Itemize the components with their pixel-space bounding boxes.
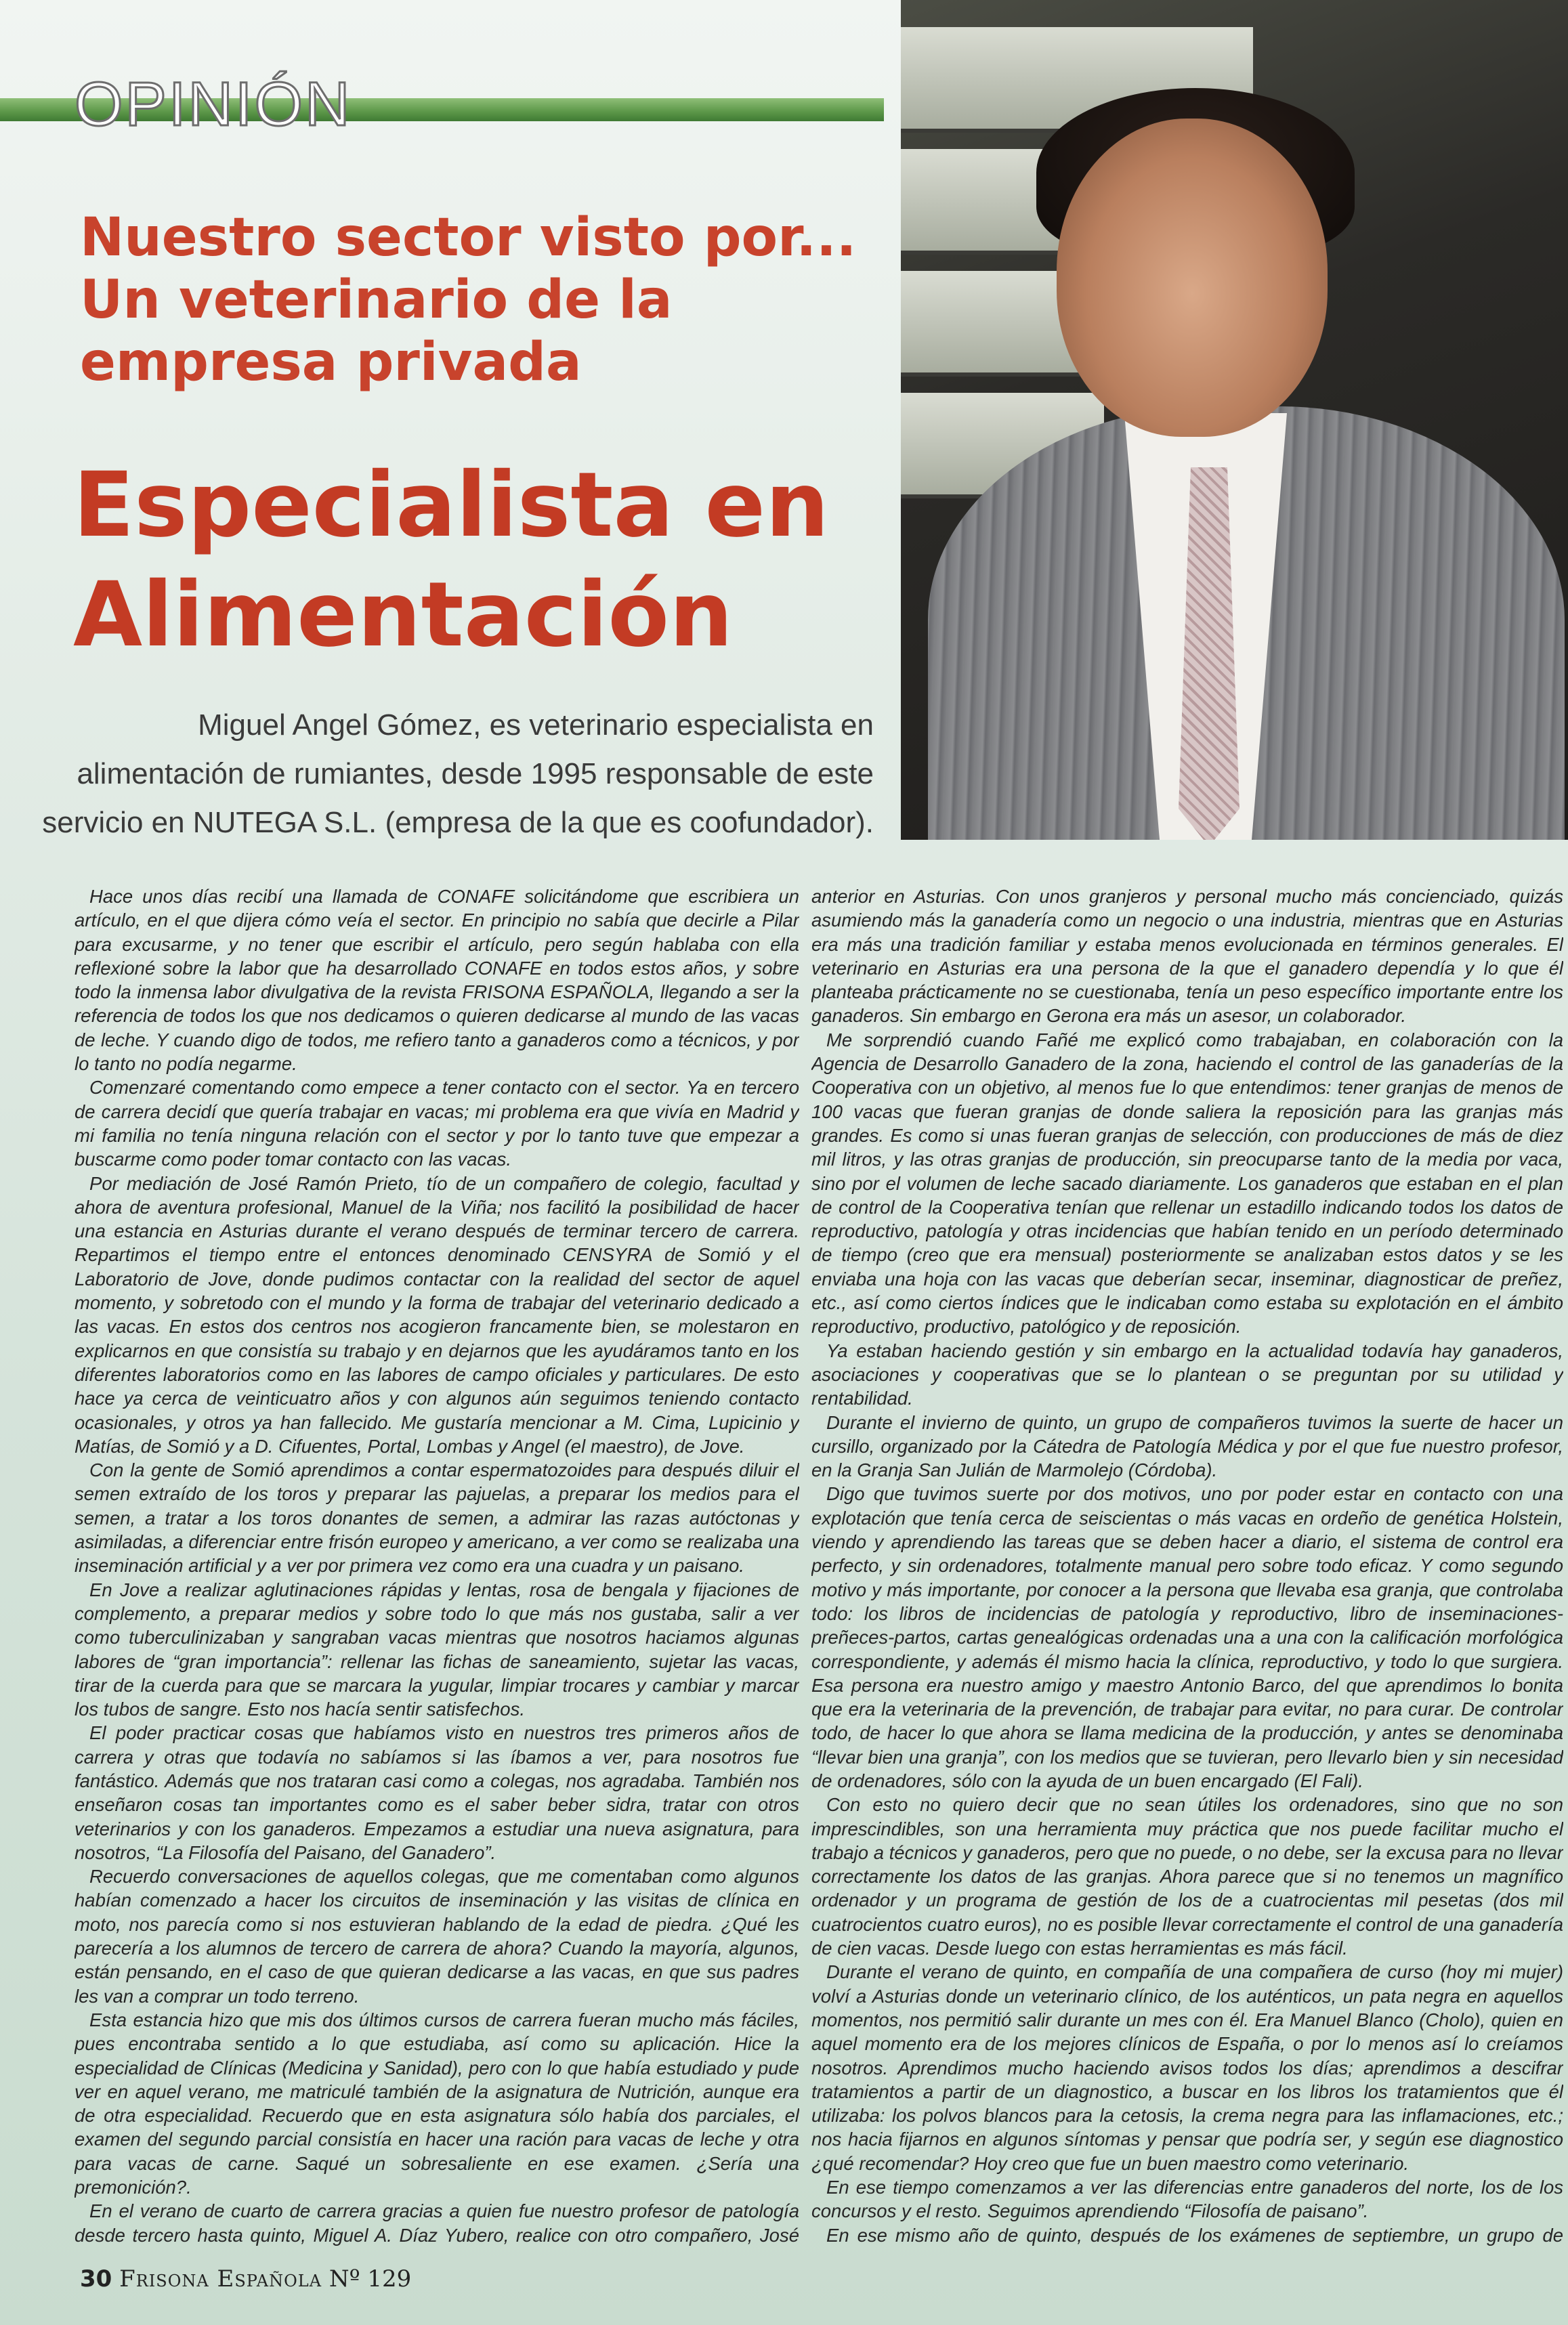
paragraph: El poder practicar cosas que habíamos visto en nuestros tres primeros años de carrera y otras que todavía no sabíamos si las íbamos a ver, para nosotros fue fantástico. Además que nos trataran casi como a colegas, nos agradaba. También nos enseñaron cosas tan importantes como es el saber beber sidra, tratar con otros veterinarios y con los ganaderos. Empezamos a estudiar una nueva asignatura, para nosotros, “La Filosofía del Paisano, del Ganadero”. xyxy=(75,1722,799,1863)
paragraph: Recuerdo conversaciones de aquellos colegas, que me comentaban como algunos habían comenzado a hacer los circuitos de inseminación y las visitas de clínica en moto, nos parecía como si nos estuvieran hablando de la edad de piedra. ¿Qué les parecería a los alumnos de tercero de carrera de ahora? Cuando la mayoría, algunos, están pensando, en el caso de que quieran dedicarse a las vacas, en que sus padres les van a comprar un todo terreno. xyxy=(75,1866,799,2007)
paragraph: Con la gente de Somió aprendimos a contar espermatozoides para después diluir el semen extraído de los toros y preparar las pajuelas, a preparar los medios para el semen, a tratar a los toros donantes de semen, a admirar las razas autóctonas y asimiladas, a diferenciar entre frisón europeo y americano, a ver como se realizaba una inseminación artificial y a ver por primera vez como era una cuadra y un paisano. xyxy=(75,1459,799,1577)
standfirst-line: Miguel Angel Gómez, es veterinario especialista en xyxy=(198,708,874,742)
paragraph: Esta estancia hizo que mis dos últimos cursos de carrera fueran mucho más fáciles, pues encontraba sentido a lo que estudiaba, así como su aplicación. Hice la especialidad de Clínicas (Medicina y Sanidad), pero con lo que había estudiado y pude ver en aquel verano, me matriculé también de la asignatura de Nutrición, aunque era de otra especialidad. Recuerdo que en esta asignatura sólo había dos parciales, el examen del segundo parcial consistía en hacer una ración para vacas de leche y otra para vacas de carne. Saqué un sobresaliente en ese examen. ¿Sería una premonición?. xyxy=(75,2009,799,2198)
paragraph: Me sorprendió cuando Fañé me explicó como trabajaban, en colaboración con la Agencia de Desarrollo Ganadero de la zona, haciendo el control de las ganaderías de la Cooperativa con un objetivo, al menos fue lo que entendimos: tener granjas de menos de 100 vacas que fueran granjas de donde saliera la reposición para las granjas más grandes. Es como si unas fueran granjas de selección, con producciones de más de diez mil litros, y las otras granjas de producción, sin preocuparse tanto de la media por vaca, sino por el volumen de leche sacado diariamente. Los ganaderos que estaban en el plan de control de la Cooperativa tenían que rellenar un estadillo indicando todos los datos de reproductivo, patología y otras incidencias que habían tenido en un período determinado de tiempo (creo que era mensual) posteriormente se analizaban estos datos y se les enviaba una hoja con las vacas que deberían secar, inseminar, diagnosticar de preñez, etc., así como ciertos índices que le indicaban como estaba su explotación en el ámbito reproductivo, productivo, patológico y de reposición. xyxy=(811,1029,1563,1338)
paragraph: Ya estaban haciendo gestión y sin embargo en la actualidad todavía hay ganaderos, asociaciones y cooperativas que se lo plantean o se preguntan por su utilidad y rentabilidad. xyxy=(811,1340,1563,1409)
kicker-title xyxy=(80,207,879,393)
paragraph: Por mediación de José Ramón Prieto, tío de un compañero de colegio, facultad y ahora de aventura profesional, Manuel de la Viña; nos facilitó la posibilidad de hacer una estancia en Asturias durante el verano después de terminar tercero de carrera. Repartimos el tiempo entre el entonces denominado CENSYRA de Somió y el Laboratorio de Jove, donde pudimos contactar con la realidad del sector de aquel momento, y sobretodo con el mundo y la forma de trabajar del veterinario dedicado a las vacas. En estos dos centros nos acogieron francamente bien, se molestaron en explicarnos en que consistía su trabajo y en dejarnos que les ayudáramos tanto en los diferentes laboratorios como en las labores de campo oficiales y particulares. De esto hace ya cerca de veinticuatro años y con algunos aún seguimos teniendo contacto ocasionales, y otros ya han fallecido. Me gustaría mencionar a M. Cima, Lupicinio y Matías, de Somió y a D. Cifuentes, Portal, Lombas y Angel (el maestro), de Jove. xyxy=(75,1172,799,1457)
headline xyxy=(73,450,886,670)
paragraph: Digo que tuvimos suerte por dos motivos, uno por poder estar en contacto con una explotación que tenía cerca de seiscientas o más vacas en ordeño de genética Holstein, viendo y aprendiendo las tareas que se deben hacer a diario, el sistema de control era perfecto, y sin ordenadores, totalmente manual pero sobre todo eficaz. Y como segundo motivo y más importante, por conocer a la persona que llevaba esa granja, que controlaba todo: los libros de incidencias de patología y reproductivo, libro de inseminaciones-preñeces-partos, cartas genealógicas ordenadas una a una con la calificación morfológica correspondiente, y además él mismo hacia la clínica, reproductivo, y todo lo que surgiera. Esa persona era nuestro amigo y maestro Antonio Barco, del que aprendimos lo bonita que era la veterinaria de la prevención, de trabajar para evitar, no para curar. De controlar todo, de hacer lo que ahora se llama medicina de la producción, y antes se denominaba “llevar bien una granja”, con los medios que se tuvieran, pero llevarlo bien y sin necesidad de ordenadores, sólo con la ayuda de un buen encargado (El Fali). xyxy=(811,1483,1563,1791)
headline-line: Alimentación xyxy=(73,563,734,667)
paragraph: En ese tiempo comenzamos a ver las diferencias entre ganaderos del norte, los de los concursos y el resto. Seguimos aprendiendo “Filosofía de paisano”. xyxy=(811,2177,1563,2222)
standfirst-line: servicio en NUTEGA S.L. (empresa de la que es coofundador). xyxy=(42,806,874,839)
kicker-line: Un veterinario de la xyxy=(80,270,673,330)
paragraph: Durante el invierno de quinto, un grupo de compañeros tuvimos la suerte de hacer un cursillo, organizado por la Cátedra de Patología Médica y por el que fue nuestro profesor, en la Granja San Julián de Marmolejo (Córdoba). xyxy=(811,1411,1563,1481)
kicker-line: Nuestro sector visto por... xyxy=(80,207,857,268)
paragraph: En el verano de cuarto de carrera gracias a quien fue nuestro profesor de patología desde tercero hasta quinto, Miguel A. Díaz Yubero, realice con otro compañero, José xyxy=(75,2200,799,2246)
kicker-line: empresa privada xyxy=(80,332,582,393)
article-column-2 xyxy=(811,884,1563,2246)
paragraph: En Jove a realizar aglutinaciones rápidas y lentas, rosa de bengala y fijaciones de complemento, a preparar medios y sobre todo lo que más nos gustaba, salir a ver como tuberculinizaban y sangraban vacas mientras que nosotros haciamos algunas labores de “gran importancia”: rellenar las fichas de saneamiento, sujetar las vacas, tirar de la cuerda para que se marcara la yugular, limpiar trocares y cambiar y marcar los tubos de sangre. Esto nos hacía sentir satisfechos. xyxy=(75,1579,799,1720)
portrait-photo xyxy=(901,0,1568,840)
page-footer xyxy=(80,2265,411,2292)
paragraph: anterior en Asturias. Con unos granjeros y personal mucho más concienciado, quizás asumiendo más la ganadería como un negocio o una industria, mientras que en Asturias era más una tradición familiar y estaba menos evolucionada en términos generales. El veterinario en Asturias era una persona de la que el ganadero dependía y lo que él planteaba prácticamente no se cuestionaba, tenía un peso específico importante entre los ganaderos. Sin embargo en Gerona era más un asesor, un colaborador. xyxy=(811,886,1563,1027)
paragraph: Durante el verano de quinto, en compañía de una compañera de curso (hoy mi mujer) volví a Asturias donde un veterinario clínico, de los auténticos, un pata negra en aquellos momentos, nos permitió salir durante un mes con él. Era Manuel Blanco (Cholo), quien en aquel momento era de los mejores clínicos de España, o por lo menos así lo creíamos nosotros. Aprendimos mucho haciendo avisos todos los días; aprendimos a descifrar tratamientos a partir de un diagnostico, a buscar en los libros los tratamientos que él utilizaba: los polvos blancos para la cetosis, la crema negra para las inflamaciones, etc.; nos hacia fijarnos en algunos síntomas y pensar que podría ser, y según ese diagnostico ¿qué recomendar? Hoy creo que fue un buen maestro como veterinario. xyxy=(811,1961,1563,2174)
issue-number: Nº 129 xyxy=(329,2265,412,2292)
paragraph: Con esto no quiero decir que no sean útiles los ordenadores, sino que no son imprescindibles, son una herramienta muy práctica que nos puede facilitar mucho el trabajo a técnicos y ganaderos, pero que no puede, o no debe, ser la excusa para no llevar correctamente los datos de las granjas. Ahora parece que si no tenemos un magnífico ordenador y un programa de gestión de los de a cuatrocientas mil pesetas (dos mil cuatrocientos cuatro euros), no es posible llevar correctamente el control de una ganadería de cien vacas. Desde luego con estas herramientas es más fácil. xyxy=(811,1794,1563,1959)
paragraph: En ese mismo año de quinto, después de los exámenes de septiembre, un grupo de xyxy=(826,2224,1563,2246)
standfirst-line: alimentación de rumiantes, desde 1995 responsable de este xyxy=(77,757,874,790)
article-column-1 xyxy=(75,884,799,2246)
section-label: OPINIÓN xyxy=(75,70,352,139)
page-number: 30 xyxy=(80,2265,112,2292)
paragraph: Hace unos días recibí una llamada de CONAFE solicitándome que escribiera un artículo, en el que dijera cómo veía el sector. En principio no sabía que decirle a Pilar para excusarme, y no tener que escribir el artículo, pero según hablaba con ella reflexioné sobre la labor que ha desarrollado CONAFE en todos estos años, y sobre todo la inmensa labor divulgativa de la revista FRISONA ESPAÑOLA, llegando a ser la referencia de todos los que nos dedicamos o quieren dedicarse al mundo de las vacas de leche. Y cuando digo de todos, me refiero tanto a ganaderos como a técnicos, y por lo tanto no podía negarme. xyxy=(75,886,799,1075)
magazine-name: Frisona Española xyxy=(119,2265,322,2292)
paragraph: Comenzaré comentando como empece a tener contacto con el sector. Ya en tercero de carrera decidí que quería trabajar en vacas; mi problema era que vivía en Madrid y mi familia no tenía ninguna relación con el sector y por lo tanto tuve que empezar a buscarme como poder tomar contacto con las vacas. xyxy=(75,1077,799,1170)
headline-line: Especialista en xyxy=(73,453,830,557)
standfirst xyxy=(0,701,874,847)
